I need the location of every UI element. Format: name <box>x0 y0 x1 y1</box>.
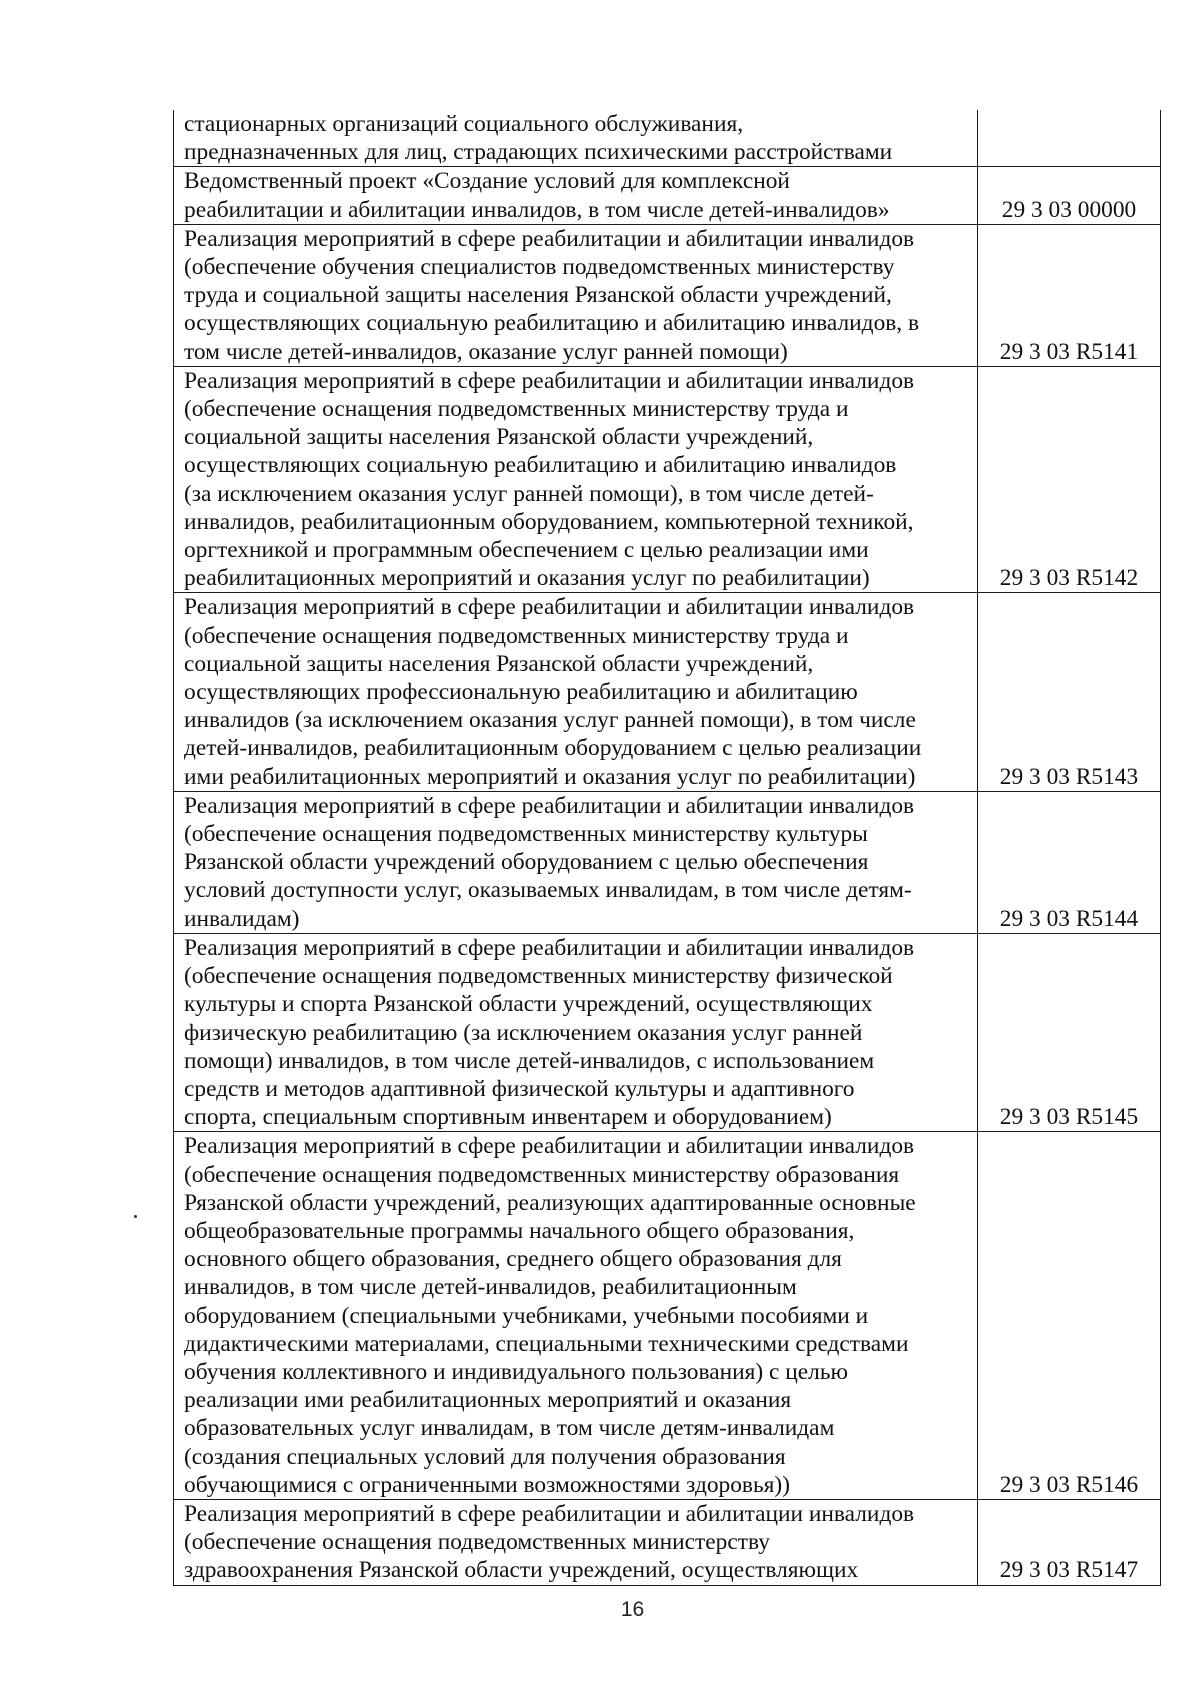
row-code: 29 3 03 R5147 <box>978 1499 1161 1585</box>
row-code <box>978 110 1161 167</box>
table-row <box>174 593 1161 791</box>
table-row <box>174 167 1161 224</box>
row-description: Реализация мероприятий в сфере реабилитации и абилитации инвалидов (обеспечение оснащения подведомственных министерству образования Рязанской области учреждений, реализующих адаптированные основные общеобразовательные программы начального общего образования, основного общего образования, среднего общего образования для инвалидов, в том числе детей-инвалидов, реабилитационным оборудованием (специальными учебниками, учебными пособиями и дидактическими материалами, специальными техническими средствами обучения коллективного и индивидуального пользования) с целью реализации ими реабилитационных мероприятий и оказания образовательных услуг инвалидам, в том числе детям-инвалидам (создания специальных условий для получения образования обучающимися с ограниченными возможностями здоровья)) <box>174 1132 978 1500</box>
row-code: 29 3 03 R5141 <box>978 224 1161 366</box>
row-description: Реализация мероприятий в сфере реабилитации и абилитации инвалидов (обеспечение обучения специалистов подведомственных министерству труда и социальной защиты населения Рязанской области учреждений, осуществляющих социальную реабилитацию и абилитацию инвалидов, в том числе детей-инвалидов, оказание услуг ранней помощи) <box>174 224 978 366</box>
table-row <box>174 791 1161 933</box>
row-description: Реализация мероприятий в сфере реабилитации и абилитации инвалидов (обеспечение оснащения подведомственных министерству труда и социальной защиты населения Рязанской области учреждений, осуществляющих профессиональную реабилитацию и абилитацию инвалидов (за исключением оказания услуг ранней помощи), в том числе детей-инвалидов, реабилитационным оборудованием с целью реализации ими реабилитационных мероприятий и оказания услуг по реабилитации) <box>174 593 978 791</box>
page-number: 16 <box>620 1597 645 1621</box>
row-description: Реализация мероприятий в сфере реабилитации и абилитации инвалидов (обеспечение оснащения подведомственных министерству труда и социальной защиты населения Рязанской области учреждений, осуществляющих социальную реабилитацию и абилитацию инвалидов (за исключением оказания услуг ранней помощи), в том числе детей- инвалидов, реабилитационным оборудованием, компьютерной техникой, оргтехникой и программным обеспечением с целью реализации ими реабилитационных мероприятий и оказания услуг по реабилитации) <box>174 366 978 593</box>
row-code: 29 3 03 R5146 <box>978 1132 1161 1500</box>
table-row <box>174 366 1161 593</box>
row-description: стационарных организаций социального обслуживания, предназначенных для лиц, страдающих психическими расстройствами <box>174 110 978 167</box>
budget-classification-table <box>173 110 1161 1586</box>
scan-speck <box>134 1215 137 1218</box>
row-code: 29 3 03 R5144 <box>978 791 1161 933</box>
table-row <box>174 110 1161 167</box>
row-code: 29 3 03 R5145 <box>978 933 1161 1131</box>
row-code: 29 3 03 R5143 <box>978 593 1161 791</box>
table-row <box>174 1132 1161 1500</box>
row-code: 29 3 03 00000 <box>978 167 1161 224</box>
table-row <box>174 933 1161 1131</box>
row-code: 29 3 03 R5142 <box>978 366 1161 593</box>
row-description: Реализация мероприятий в сфере реабилитации и абилитации инвалидов (обеспечение оснащения подведомственных министерству культуры Рязанской области учреждений оборудованием с целью обеспечения условий доступности услуг, оказываемых инвалидам, в том числе детям- инвалидам) <box>174 791 978 933</box>
row-description: Реализация мероприятий в сфере реабилитации и абилитации инвалидов (обеспечение оснащения подведомственных министерству физической культуры и спорта Рязанской области учреждений, осуществляющих физическую реабилитацию (за исключением оказания услуг ранней помощи) инвалидов, в том числе детей-инвалидов, с использованием средств и методов адаптивной физической культуры и адаптивного спорта, специальным спортивным инвентарем и оборудованием) <box>174 933 978 1131</box>
table-row <box>174 224 1161 366</box>
row-description: Ведомственный проект «Создание условий для комплексной реабилитации и абилитации инвалидов, в том числе детей-инвалидов» <box>174 167 978 224</box>
table-row <box>174 1499 1161 1585</box>
row-description: Реализация мероприятий в сфере реабилитации и абилитации инвалидов (обеспечение оснащения подведомственных министерству здравоохранения Рязанской области учреждений, осуществляющих <box>174 1499 978 1585</box>
